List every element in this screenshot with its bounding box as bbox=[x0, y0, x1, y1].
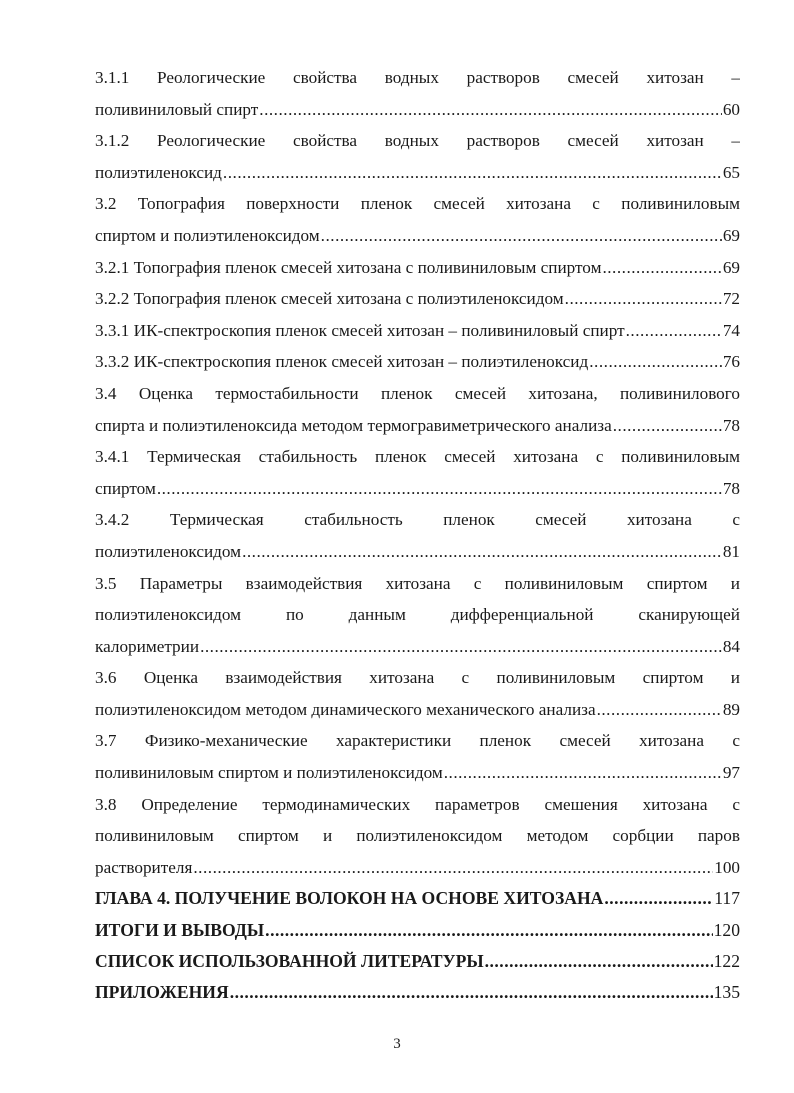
toc-entry-line: 3.2 Топография поверхности пленок смесей хитозана с поливиниловым bbox=[95, 194, 740, 214]
toc-entry[interactable] bbox=[95, 883, 740, 914]
dot-leader bbox=[604, 883, 713, 914]
toc-entry-title: спиртом bbox=[95, 478, 156, 498]
toc-entry-final-line bbox=[95, 536, 740, 568]
toc-entry[interactable] bbox=[95, 504, 740, 567]
toc-entry-page: 97 bbox=[722, 763, 740, 783]
dot-leader bbox=[565, 283, 722, 315]
toc-entry-title: 3.3.2 ИК-спектроскопия пленок смесей хитозан – полиэтиленоксид bbox=[95, 352, 589, 372]
dot-leader bbox=[230, 977, 713, 1008]
toc-entry-title: спиртом и полиэтиленоксидом bbox=[95, 225, 320, 245]
toc-entry-page: 89 bbox=[722, 699, 740, 719]
toc-entry-final-line bbox=[95, 473, 740, 505]
toc-entry[interactable] bbox=[95, 378, 740, 441]
toc-entry-title: ПРИЛОЖЕНИЯ bbox=[95, 982, 229, 1002]
toc-entry-final-line bbox=[95, 757, 740, 789]
toc-entry-title: растворителя bbox=[95, 857, 193, 877]
dot-leader bbox=[626, 315, 722, 347]
toc-entry-final-line bbox=[95, 252, 740, 284]
table-of-contents bbox=[95, 62, 740, 1008]
dot-leader bbox=[265, 915, 712, 946]
dot-leader bbox=[193, 852, 713, 884]
toc-entry-page: 84 bbox=[722, 636, 740, 656]
toc-entry-final-line bbox=[95, 915, 740, 946]
toc-entry-title: ГЛАВА 4. ПОЛУЧЕНИЕ ВОЛОКОН НА ОСНОВЕ ХИТОЗАНА bbox=[95, 888, 604, 909]
toc-entry[interactable] bbox=[95, 915, 740, 946]
toc-entry-page: 81 bbox=[722, 541, 740, 561]
toc-entry-title: ИТОГИ И ВЫВОДЫ bbox=[95, 919, 265, 940]
toc-entry[interactable] bbox=[95, 188, 740, 251]
toc-entry-title: СПИСОК ИСПОЛЬЗОВАННОЙ ЛИТЕРАТУРЫ bbox=[95, 950, 484, 971]
toc-entry[interactable] bbox=[95, 315, 740, 347]
toc-entry-line: 3.7 Физико-механические характеристики пленок смесей хитозана с bbox=[95, 731, 740, 751]
dot-leader bbox=[589, 346, 722, 378]
toc-entry-page: 117 bbox=[714, 888, 740, 909]
toc-entry-line: 3.8 Определение термодинамических параметров смешения хитозана с bbox=[95, 794, 740, 814]
toc-entry-final-line bbox=[95, 346, 740, 378]
toc-entry-line: 3.5 Параметры взаимодействия хитозана с поливиниловым спиртом и bbox=[95, 573, 740, 593]
toc-entry-line: полиэтиленоксидом по данным дифференциальной сканирующей bbox=[95, 605, 740, 625]
toc-entry-page: 120 bbox=[713, 919, 740, 940]
toc-entry-title: калориметрии bbox=[95, 636, 200, 656]
toc-entry[interactable] bbox=[95, 725, 740, 788]
toc-entry-page: 65 bbox=[722, 162, 740, 182]
toc-entry-final-line bbox=[95, 946, 740, 977]
toc-entry-page: 69 bbox=[722, 225, 740, 245]
toc-entry-title: поливиниловый спирт bbox=[95, 99, 259, 119]
toc-entry-final-line bbox=[95, 220, 740, 252]
toc-entry-page: 76 bbox=[722, 352, 740, 372]
dot-leader bbox=[200, 631, 722, 663]
toc-entry[interactable] bbox=[95, 977, 740, 1008]
dot-leader bbox=[597, 694, 722, 726]
toc-entry-title: полиэтиленоксидом методом динамического механического анализа bbox=[95, 699, 596, 719]
toc-entry-final-line bbox=[95, 410, 740, 442]
toc-entry-line: 3.4 Оценка термостабильности пленок смесей хитозана, поливинилового bbox=[95, 383, 740, 403]
toc-entry[interactable] bbox=[95, 62, 740, 125]
toc-entry-line: поливиниловым спиртом и полиэтиленоксидом методом сорбции паров bbox=[95, 826, 740, 846]
toc-entry[interactable] bbox=[95, 441, 740, 504]
toc-entry-line: 3.4.2 Термическая стабильность пленок смесей хитозана с bbox=[95, 510, 740, 530]
toc-entry[interactable] bbox=[95, 346, 740, 378]
toc-entry-final-line bbox=[95, 883, 740, 914]
toc-entry[interactable] bbox=[95, 946, 740, 977]
toc-entry-page: 78 bbox=[722, 478, 740, 498]
dot-leader bbox=[321, 220, 722, 252]
toc-entry[interactable] bbox=[95, 789, 740, 884]
toc-entry-title: 3.2.2 Топография пленок смесей хитозана с полиэтиленоксидом bbox=[95, 289, 564, 309]
toc-entry-line: 3.6 Оценка взаимодействия хитозана с поливиниловым спиртом и bbox=[95, 668, 740, 688]
toc-entry-final-line bbox=[95, 283, 740, 315]
toc-entry-page: 78 bbox=[722, 415, 740, 435]
toc-entry-title: 3.3.1 ИК-спектроскопия пленок смесей хитозан – поливиниловый спирт bbox=[95, 320, 625, 340]
toc-entry-title: полиэтиленоксидом bbox=[95, 541, 242, 561]
toc-entry-page: 60 bbox=[722, 99, 740, 119]
toc-entry-final-line bbox=[95, 315, 740, 347]
toc-entry-page: 69 bbox=[722, 257, 740, 277]
dot-leader bbox=[242, 536, 722, 568]
toc-entry-page: 72 bbox=[722, 289, 740, 309]
dot-leader bbox=[223, 157, 722, 189]
toc-entry-final-line bbox=[95, 977, 740, 1008]
toc-entry-page: 74 bbox=[722, 320, 740, 340]
toc-entry-page: 122 bbox=[713, 950, 740, 971]
toc-entry-final-line bbox=[95, 694, 740, 726]
dot-leader bbox=[485, 946, 713, 977]
toc-entry-title: полиэтиленоксид bbox=[95, 162, 222, 182]
toc-entry-final-line bbox=[95, 631, 740, 663]
dot-leader bbox=[613, 410, 722, 442]
toc-entry-final-line bbox=[95, 94, 740, 126]
toc-entry-line: 3.1.1 Реологические свойства водных растворов смесей хитозан – bbox=[95, 68, 740, 87]
page-number: 3 bbox=[393, 1036, 401, 1052]
toc-entry-final-line bbox=[95, 852, 740, 884]
toc-entry-line: 3.1.2 Реологические свойства водных растворов смесей хитозан – bbox=[95, 131, 740, 151]
toc-entry-title: 3.2.1 Топография пленок смесей хитозана с поливиниловым спиртом bbox=[95, 257, 602, 277]
dot-leader bbox=[444, 757, 722, 789]
toc-entry[interactable] bbox=[95, 283, 740, 315]
toc-entry[interactable] bbox=[95, 252, 740, 284]
toc-entry-line: 3.4.1 Термическая стабильность пленок смесей хитозана с поливиниловым bbox=[95, 447, 740, 467]
toc-entry-title: спирта и полиэтиленоксида методом термогравиметрического анализа bbox=[95, 415, 612, 435]
dot-leader bbox=[602, 252, 721, 284]
toc-entry[interactable] bbox=[95, 568, 740, 663]
toc-entry[interactable] bbox=[95, 662, 740, 725]
toc-entry-title: поливиниловым спиртом и полиэтиленоксидом bbox=[95, 763, 443, 783]
toc-entry[interactable] bbox=[95, 125, 740, 188]
dot-leader bbox=[259, 94, 722, 126]
toc-entry-page: 135 bbox=[713, 982, 740, 1002]
toc-entry-final-line bbox=[95, 157, 740, 189]
toc-entry-page: 100 bbox=[714, 857, 740, 877]
dot-leader bbox=[157, 473, 722, 505]
